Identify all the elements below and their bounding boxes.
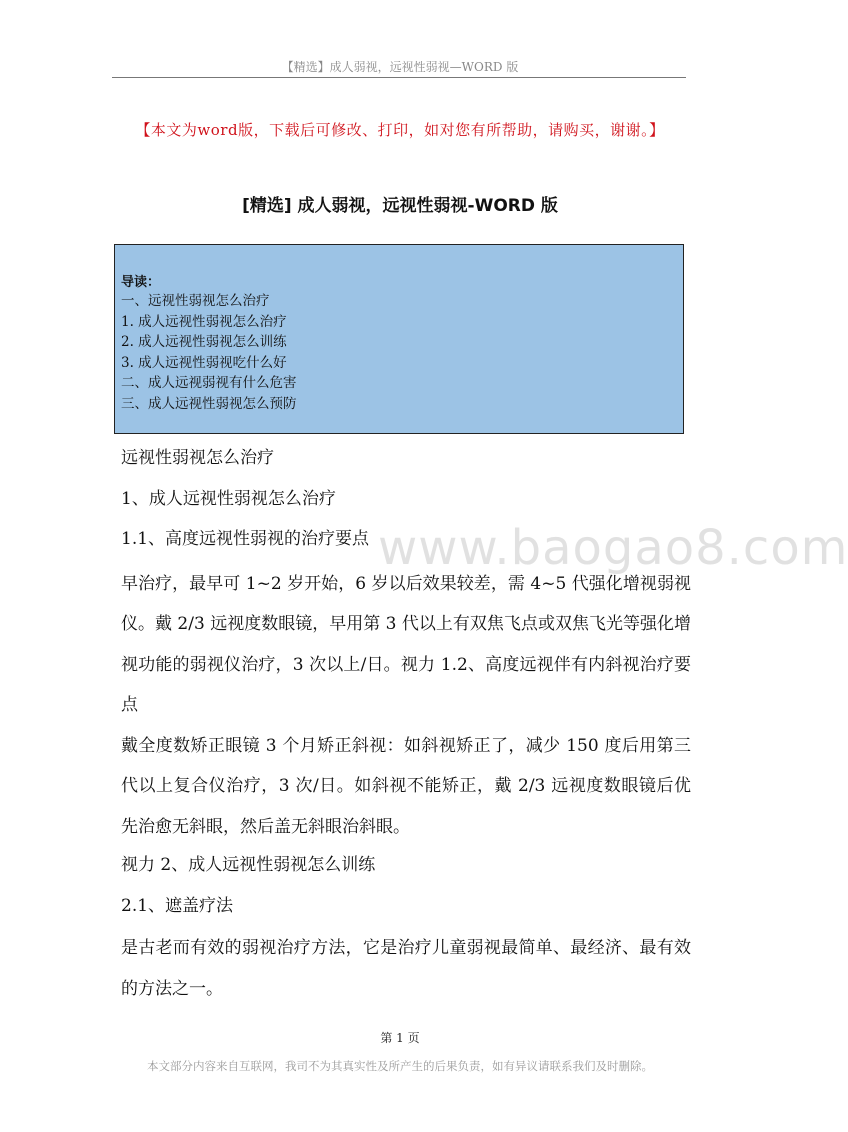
guide-item: 2. 成人远视性弱视怎么训练 [121, 334, 287, 350]
guide-item: 三、成人远视性弱视怎么预防 [121, 395, 297, 412]
guide-item: 3. 成人远视性弱视吃什么好 [121, 354, 287, 371]
guide-heading: 导读： [121, 275, 161, 290]
page-number: 第 1 页 [380, 1031, 420, 1045]
disclaimer-footer: 本文部分内容来自互联网，我司不为其真实性及所产生的后果负责，如有异议请联系我们及时删除。 [147, 1059, 653, 1073]
guide-box [114, 244, 684, 434]
paragraph: 戴全度数矫正眼镜 3 个月矫正斜视：如斜视矫正了，减少 150 度后用第三代以上复合仪治疗，3 次/日。如斜视不能矫正，戴 2/3 远视度数眼镜后优先治愈无斜眼，然后盖无斜眼治斜眼。 [121, 735, 691, 837]
page-header: 【精选】成人弱视，远视性弱视—WORD 版 [281, 60, 519, 74]
section-heading: 远视性弱视怎么治疗 [121, 448, 274, 468]
paragraph: 是古老而有效的弱视治疗方法，它是治疗儿童弱视最简单、最经济、最有效的方法之一。 [121, 938, 691, 999]
header-divider [112, 77, 686, 78]
guide-item: 二、成人远视弱视有什么危害 [121, 375, 297, 391]
document-title: [精选] 成人弱视，远视性弱视-WORD 版 [242, 196, 558, 216]
section-heading: 2.1、遮盖疗法 [121, 895, 234, 916]
guide-item: 一、远视性弱视怎么治疗 [121, 293, 270, 309]
section-heading: 1.1、高度远视性弱视的治疗要点 [121, 529, 370, 549]
paragraph: 早治疗，最早可 1~2 岁开始，6 岁以后效果较差，需 4~5 代强化增视弱视仪。戴 2/3 远视度数眼镜，早用第 3 代以上有双焦飞点或双焦飞光等强化增视功能的弱视仪治疗，3 次以上/日。视力 1.2、高度远视伴有内斜视治疗要点 [121, 573, 691, 715]
guide-item: 1. 成人远视性弱视怎么治疗 [121, 313, 287, 330]
section-heading: 1、成人远视性弱视怎么治疗 [121, 488, 336, 509]
watermark: www.baogao8.com [378, 520, 848, 576]
section-heading: 视力 2、成人远视性弱视怎么训练 [121, 855, 376, 875]
word-version-notice: 【本文为word版，下载后可修改、打印，如对您有所帮助，请购买，谢谢。】 [135, 121, 665, 139]
document-body [121, 442, 691, 1009]
